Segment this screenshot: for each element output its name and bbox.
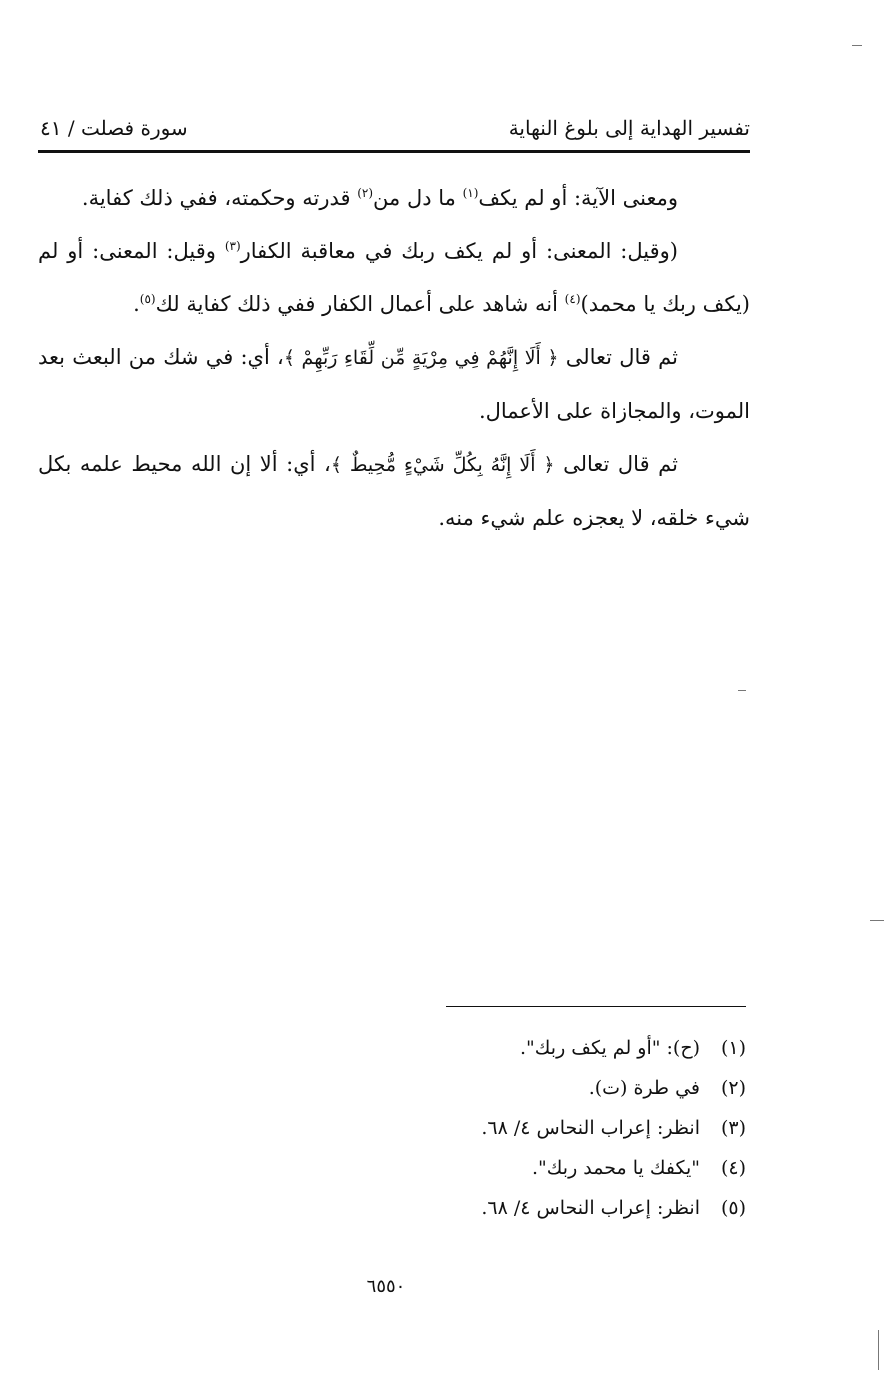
paragraph-3: ثم قال تعالى ﴿ أَلَا إِنَّهُمْ فِي مِرْيَةٍ مِّن لِّقَاءِ رَبِّهِمْ ﴾، أي: في شك من البعث بعد الموت، والمجازاة على الأعمال. — [38, 345, 750, 423]
footnote-item — [300, 1028, 746, 1068]
footnote-number: (٥) — [720, 1197, 746, 1219]
footnote-text: "يكفك يا محمد ربك". — [532, 1157, 700, 1179]
footnote-ref-1: (١) — [462, 186, 479, 200]
footnote-ref-2: (٢) — [357, 186, 374, 200]
quran-verse: ﴿ أَلَا إِنَّهُ بِكُلِّ شَيْءٍ مُّحِيطٌ ﴾ — [330, 454, 555, 476]
footnote-item — [300, 1148, 746, 1188]
footnote-item — [300, 1068, 746, 1108]
footnote-ref-5: (٥) — [139, 292, 156, 306]
footnote-number: (٤) — [720, 1157, 746, 1179]
page-number: ٦٥٥٠ — [366, 1276, 406, 1297]
footnote-number: (٣) — [720, 1117, 746, 1139]
paragraph-2: (وقيل: المعنى: أو لم يكف ربك في معاقبة الكفار$^{(٣)}$ وقيل: المعنى: أو لم (يكف ربك يا محمد)$^{(٤)}$ أنه شاهد على أعمال الكفار ففي ذلك كفاية لك$^{(٥)}$. — [38, 239, 750, 316]
scan-edge-mark — [852, 45, 862, 46]
paragraph-1: ومعنى الآية: أو لم يكف$^{(١)}$ ما دل من$^{(٢)}$ قدرته وحكمته، ففي ذلك كفاية. — [81, 186, 678, 210]
quran-verse: ﴿ أَلَا إِنَّهُمْ فِي مِرْيَةٍ مِّن لِّقَاءِ رَبِّهِمْ ﴾ — [283, 347, 559, 369]
footnote-text: (ح): "أو لم يكف ربك". — [520, 1037, 700, 1059]
scan-edge-mark — [738, 690, 746, 691]
footnote-divider — [446, 1006, 746, 1007]
footnote-text: انظر: إعراب النحاس ٤/ ٦٨. — [481, 1117, 700, 1139]
paragraph-4: ثم قال تعالى ﴿ أَلَا إِنَّهُ بِكُلِّ شَيْءٍ مُّحِيطٌ ﴾، أي: ألا إن الله محيط علمه بكل شيء خلقه، لا يعجزه علم شيء منه. — [38, 452, 750, 530]
footnote-item — [300, 1188, 746, 1228]
running-header — [38, 110, 750, 153]
book-title: تفسير الهداية إلى بلوغ النهاية — [508, 116, 750, 140]
main-text — [38, 172, 750, 545]
scan-edge-mark — [878, 1330, 879, 1370]
footnote-item — [300, 1108, 746, 1148]
footnote-text: انظر: إعراب النحاس ٤/ ٦٨. — [481, 1197, 700, 1219]
footnote-ref-3: (٣) — [224, 239, 241, 253]
footnote-number: (١) — [720, 1037, 746, 1059]
surah-label: سورة فصلت / ٤١ — [40, 116, 188, 140]
scan-edge-mark — [870, 920, 884, 921]
footnote-number: (٢) — [720, 1077, 746, 1099]
footnotes — [300, 1028, 746, 1228]
footnote-text: في طرة (ت). — [588, 1077, 700, 1099]
footnote-ref-4: (٤) — [564, 292, 581, 306]
